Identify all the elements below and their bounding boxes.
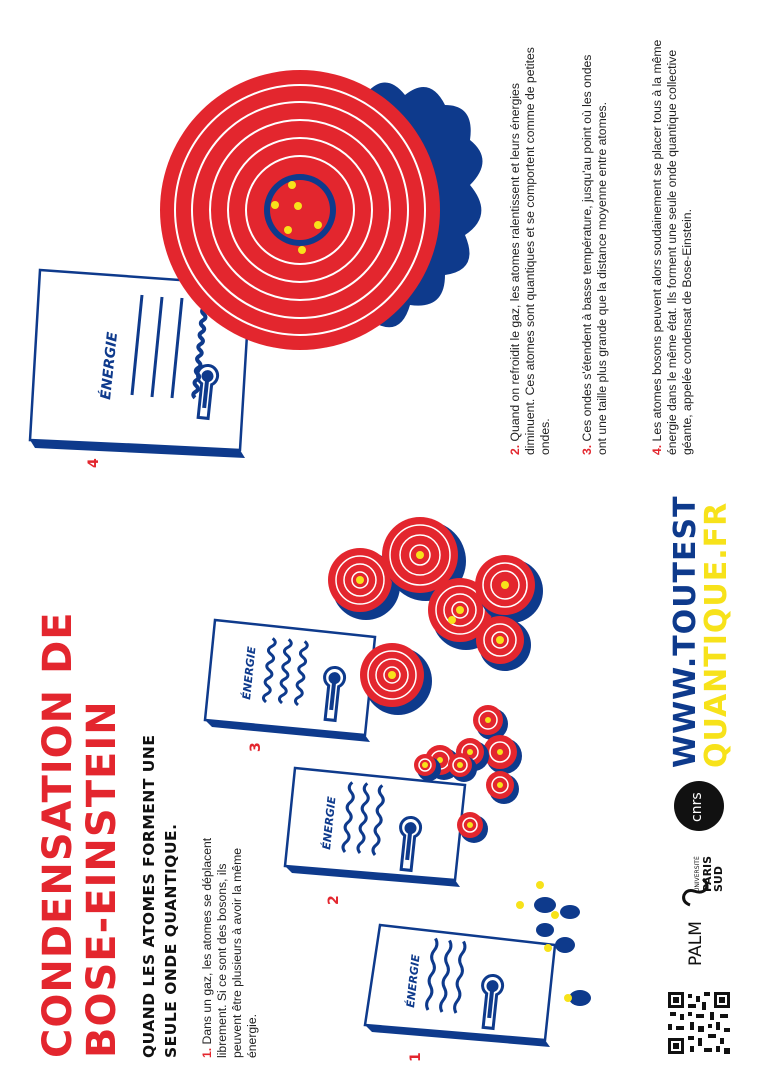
paragraph-4 [650,35,695,455]
title-line-1: CONDENSATION DE [35,611,81,1058]
paris-sud-logo-small: UNIVERSITÉ [694,856,701,892]
paragraph-3-text: Ces ondes s'étendent à basse température, jusqu'au point où les ondes ont une taille plus grande que la distance moyenne entre atomes. [580,54,609,455]
paragraph-2-text: Quand on refroidit le gaz, les atomes ralentissent et leurs énergies diminuent. Ces atomes sont quantiques et se comportent comme de petites ondes. [508,47,552,455]
step-label-4: 4 [86,458,102,468]
paragraph-4-number: 4. [650,444,664,455]
step-label-2: 2 [326,895,342,905]
paragraph-2 [508,35,553,455]
paragraph-4-text: Les atomes bosons peuvent alors soudainement se placer tous à la même énergie dans le même état. Ils forment une seule onde quantique collective géante, appelée condensat de Bose-Einstein. [650,39,694,455]
paragraph-1 [200,823,260,1058]
paragraph-1-number: 1. [200,1047,214,1058]
energy-label-4: ÉNERGIE [98,331,122,401]
energy-label-1: ÉNERGIE [404,953,423,1009]
energy-panel-3 [205,620,375,742]
page-title [36,611,124,1058]
step-label-1: 1 [408,1052,424,1062]
energy-label-3: ÉNERGIE [240,645,259,701]
url-line-1[interactable]: WWW.TOUTEST [668,495,703,768]
paragraph-3 [580,35,610,455]
paragraph-3-number: 3. [580,444,594,455]
paragraph-2-number: 2. [508,444,522,455]
subtitle-line-2: SEULE ONDE QUANTIQUE. [162,823,180,1058]
website-link[interactable] [670,495,732,768]
cnrs-logo: cnrs [689,792,705,822]
subtitle-line-1: QUAND LES ATOMES FORMENT UNE [140,734,158,1058]
step-label-3: 3 [248,742,264,752]
title-line-2: BOSE-EINSTEIN [79,700,125,1058]
energy-panel-2 [285,768,465,887]
url-line-2[interactable]: QUANTIQUE.FR [699,501,734,768]
paris-sud-logo: PARIS SUD [701,855,725,892]
bose-einstein-condensate [160,70,483,350]
paragraph-1-text: Dans un gaz, les atomes se déplacent librement. Si ce sont des bosons, ils peuvent être plusieurs à avoir la même énergie. [200,837,259,1058]
energy-panel-1 [365,925,555,1047]
page-subtitle [138,735,182,1058]
energy-label-2: ÉNERGIE [320,795,339,851]
palm-logo: PALM [686,921,706,966]
qr-code[interactable] [668,992,730,1054]
